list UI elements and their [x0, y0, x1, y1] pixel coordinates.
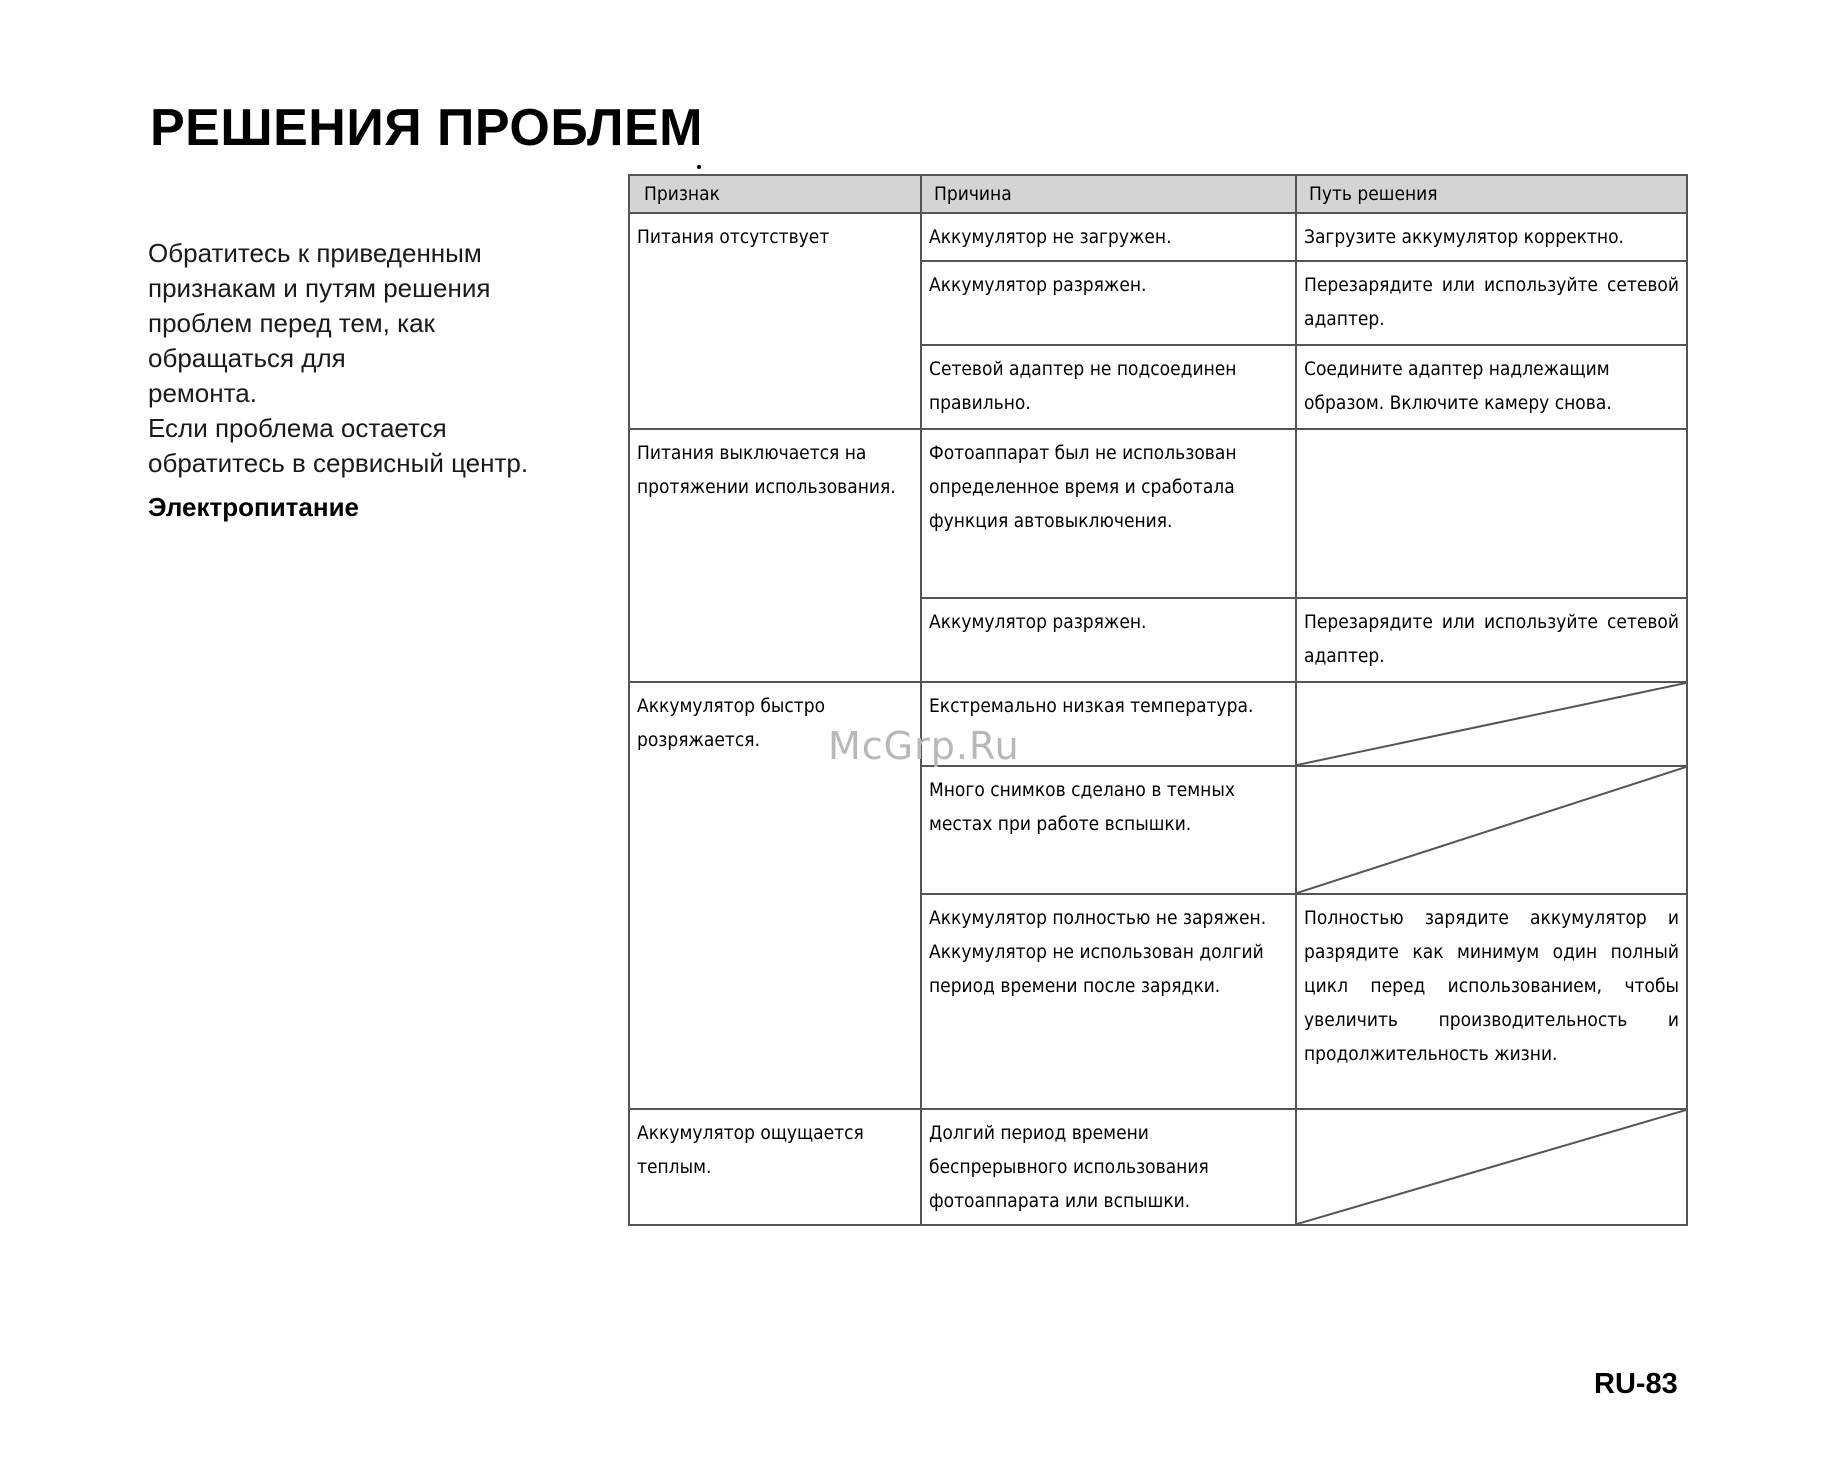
solution-cell: Соедините адаптер надлежащим образом. Включите камеру снова. — [1296, 345, 1687, 429]
cause-cell: Фотоаппарат был не использован определенное время и сработала функция автовыключения. — [921, 429, 1296, 598]
cause-cell: Аккумулятор разряжен. — [921, 598, 1296, 682]
solution-cell-empty — [1296, 429, 1687, 598]
page-number: RU-83 — [1594, 1368, 1678, 1400]
solution-cell: Полностью зарядите аккумулятор и разрядите как минимум один полный цикл перед использованием, чтобы увеличить производительность и продолжительность жизни. — [1296, 894, 1687, 1109]
table-row — [629, 429, 1687, 598]
table-header-row — [629, 175, 1687, 213]
intro-line: признакам и путям решения — [148, 273, 491, 303]
section-heading: Электропитание — [148, 492, 360, 522]
header-cause: Причина — [921, 175, 1296, 213]
intro-line: Если проблема остается — [148, 413, 447, 443]
intro-text — [148, 236, 588, 481]
solution-cell-not-applicable — [1296, 766, 1687, 894]
table-row — [629, 1109, 1687, 1225]
symptom-cell: Питания выключается на протяжении использования. — [629, 429, 921, 682]
intro-line: ремонта. — [148, 378, 257, 408]
cause-cell: Екстремально низкая температура. — [921, 682, 1296, 766]
solution-cell: Загрузите аккумулятор корректно. — [1296, 213, 1687, 261]
solution-cell: Перезарядите или используйте сетевой адаптер. — [1296, 261, 1687, 345]
solution-cell: Перезарядите или используйте сетевой адаптер. — [1296, 598, 1687, 682]
diagonal-strike — [1297, 683, 1686, 765]
cause-cell: Аккумулятор разряжен. — [921, 261, 1296, 345]
header-symptom: Признак — [629, 175, 921, 213]
symptom-cell: Аккумулятор быстро розряжается. — [629, 682, 921, 1109]
diagonal-strike — [1297, 767, 1686, 893]
cause-cell: Аккумулятор не загружен. — [921, 213, 1296, 261]
intro-line: проблем перед тем, как — [148, 308, 435, 338]
title-dot — [697, 165, 701, 169]
intro-line: Обратитесь к приведенным — [148, 238, 482, 268]
troubleshooting-table — [628, 174, 1688, 1226]
solution-cell-not-applicable — [1296, 682, 1687, 766]
watermark: McGrp.Ru — [828, 724, 1020, 768]
page-title: РЕШЕНИЯ ПРОБЛЕМ — [150, 99, 703, 157]
solution-cell-not-applicable — [1296, 1109, 1687, 1225]
cause-cell: Много снимков сделано в темных местах при работе вспышки. — [921, 766, 1296, 894]
intro-line: обратитесь в сервисный центр. — [148, 448, 529, 478]
cause-cell: Аккумулятор полностью не заряжен. Аккумулятор не использован долгий период времени после зарядки. — [921, 894, 1296, 1109]
table-row — [629, 213, 1687, 261]
symptom-cell: Питания отсутствует — [629, 213, 921, 429]
cause-cell: Сетевой адаптер не подсоединен правильно. — [921, 345, 1296, 429]
table-row — [629, 682, 1687, 766]
cause-cell: Долгий период времени беспрерывного использования фотоаппарата или вспышки. — [921, 1109, 1296, 1225]
intro-line: обращаться для — [148, 343, 346, 373]
symptom-cell: Аккумулятор ощущается теплым. — [629, 1109, 921, 1225]
diagonal-strike — [1297, 1110, 1686, 1224]
header-solution: Путь решения — [1296, 175, 1687, 213]
